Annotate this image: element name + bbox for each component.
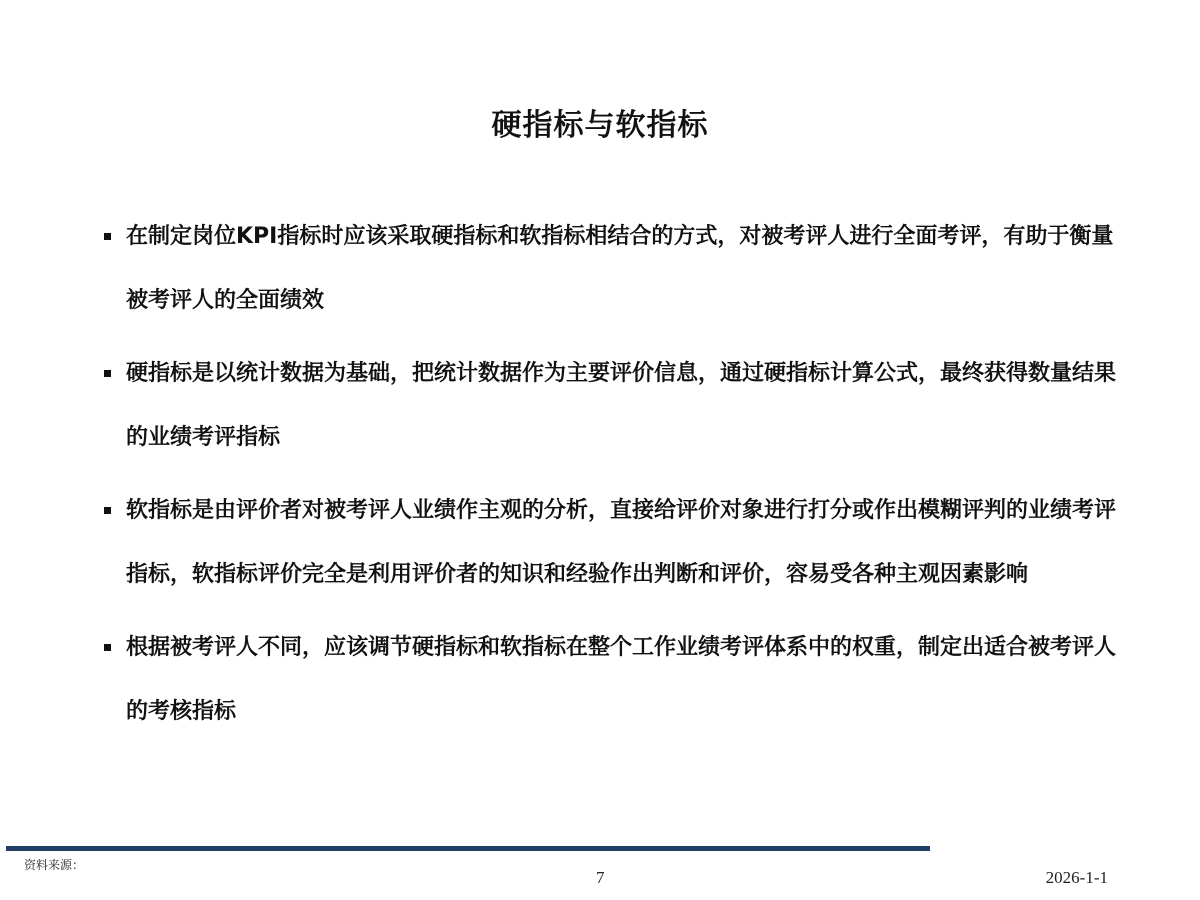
square-bullet-icon: [104, 644, 111, 651]
square-bullet-icon: [104, 233, 111, 240]
page-number: 7: [596, 868, 605, 887]
square-bullet-icon: [104, 507, 111, 514]
bullet-item: [98, 616, 1128, 744]
bullet-item: [98, 205, 1128, 333]
bullet-text: 软指标是由评价者对被考评人业绩作主观的分析，直接给评价对象进行打分或作出模糊评判的业绩考评指标，软指标评价完全是利用评价者的知识和经验作出判断和评价，容易受各种主观因素影响: [126, 498, 1117, 587]
footer-divider: [6, 846, 930, 851]
slide-date: 2026-1-1: [1045, 868, 1108, 887]
bullet-list: [98, 205, 1128, 753]
slide-title: 硬指标与软指标: [491, 108, 709, 143]
bullet-item: [98, 479, 1128, 607]
source-label: 资料来源：: [24, 858, 85, 872]
square-bullet-icon: [104, 370, 111, 377]
bullet-text: 硬指标是以统计数据为基础，把统计数据作为主要评价信息，通过硬指标计算公式，最终获得数量结果的业绩考评指标: [126, 361, 1117, 450]
bullet-item: [98, 342, 1128, 470]
bullet-text: 根据被考评人不同，应该调节硬指标和软指标在整个工作业绩考评体系中的权重，制定出适合被考评人的考核指标: [126, 635, 1117, 724]
bullet-text: 在制定岗位KPI指标时应该采取硬指标和软指标相结合的方式，对被考评人进行全面考评，有助于衡量被考评人的全面绩效: [126, 224, 1114, 313]
